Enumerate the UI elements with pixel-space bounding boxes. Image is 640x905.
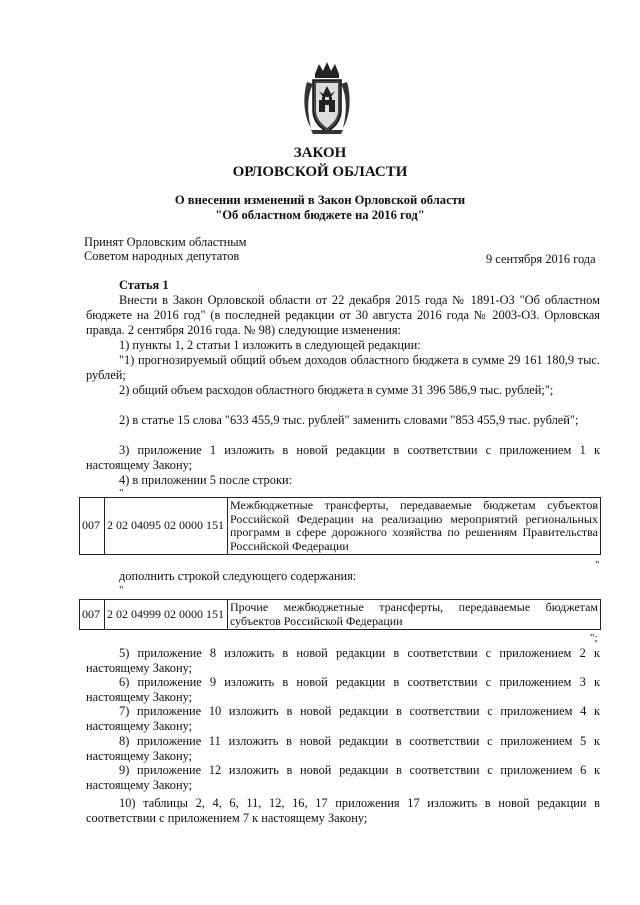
item-7: 7) приложение 10 изложить в новой редакции в соответствии с приложением 4 к настоящему Закону; xyxy=(86,704,600,733)
article-intro: Внести в Закон Орловской области от 22 декабря 2015 года № 1891-ОЗ "Об областном бюджете на 2016 год" (в последней редакции от 30 августа 2016 года № 2003-ОЗ. Орловская правда. 2 сентября 2016 года. № 98) следующие изменения: xyxy=(86,293,600,337)
item-4: 4) в приложении 5 после строки: xyxy=(119,473,293,487)
region-title: ОРЛОВСКОЙ ОБЛАСТИ xyxy=(232,164,408,180)
adoption-line2: Советом народных депутатов xyxy=(84,249,240,263)
close-quote-2: "; xyxy=(590,632,598,644)
table-row xyxy=(80,600,601,630)
item-9: 9) приложение 12 изложить в новой редакции в соответствии с приложением 6 к настоящему Закону; xyxy=(86,763,600,792)
table-cell-code: 007 xyxy=(80,498,105,555)
add-line-instruction: дополнить строкой следующего содержания: xyxy=(119,569,357,583)
coat-of-arms-emblem xyxy=(301,60,353,136)
item-6: 6) приложение 9 изложить в новой редакции в соответствии с приложением 3 к настоящему Закону; xyxy=(86,675,600,704)
item-10: 10) таблицы 2, 4, 6, 11, 12, 16, 17 приложения 17 изложить в новой редакции в соответствии с приложением 7 к настоящему Закону; xyxy=(86,796,600,825)
open-quote-1: " xyxy=(119,487,124,499)
table-cell-code: 007 xyxy=(80,600,105,630)
adoption-date: 9 сентября 2016 года xyxy=(486,252,596,266)
budget-table-existing-row xyxy=(79,497,601,555)
law-title: ЗАКОН xyxy=(293,145,347,161)
item-3: 3) приложение 1 изложить в новой редакции в соответствии с приложением 1 к настоящему Закону; xyxy=(86,443,600,472)
table-cell-description: Прочие межбюджетные трансферты, передаваемые бюджетам субъектов Российской Федерации xyxy=(228,600,601,630)
item-2: 2) в статье 15 слова "633 455,9 тыс. рублей" заменить словами "853 455,9 тыс. рублей"; xyxy=(119,413,579,427)
close-quote-1: " xyxy=(595,559,600,571)
item-1: 1) пункты 1, 2 статьи 1 изложить в следующей редакции: xyxy=(119,338,421,352)
article-heading: Статья 1 xyxy=(119,278,169,292)
item-5: 5) приложение 8 изложить в новой редакции в соответствии с приложением 2 к настоящему Закону; xyxy=(86,646,600,675)
table-cell-kbk: 2 02 04095 02 0000 151 xyxy=(105,498,228,555)
table-row xyxy=(80,498,601,555)
item-1-sub-1: "1) прогнозируемый общий объем доходов областного бюджета в сумме 29 161 180,9 тыс. рублей; xyxy=(86,353,600,382)
open-quote-2: " xyxy=(119,584,124,596)
table-cell-description: Межбюджетные трансферты, передаваемые бюджетам субъектов Российской Федерации на реализацию мероприятий региональных программ в сфере дорожного хозяйства по решениям Правительства Российской Федерации xyxy=(228,498,601,555)
adoption-line1: Принят Орловским областным xyxy=(84,235,247,249)
table-cell-kbk: 2 02 04999 02 0000 151 xyxy=(105,600,228,630)
item-1-sub-2: 2) общий объем расходов областного бюджета в сумме 31 396 586,9 тыс. рублей;"; xyxy=(119,383,554,397)
law-subject-line1: О внесении изменений в Закон Орловской области xyxy=(174,193,466,207)
budget-table-new-row xyxy=(79,599,601,630)
law-subject-line2: "Об областном бюджете на 2016 год" xyxy=(215,208,425,222)
item-8: 8) приложение 11 изложить в новой редакции в соответствии с приложением 5 к настоящему Закону; xyxy=(86,734,600,763)
